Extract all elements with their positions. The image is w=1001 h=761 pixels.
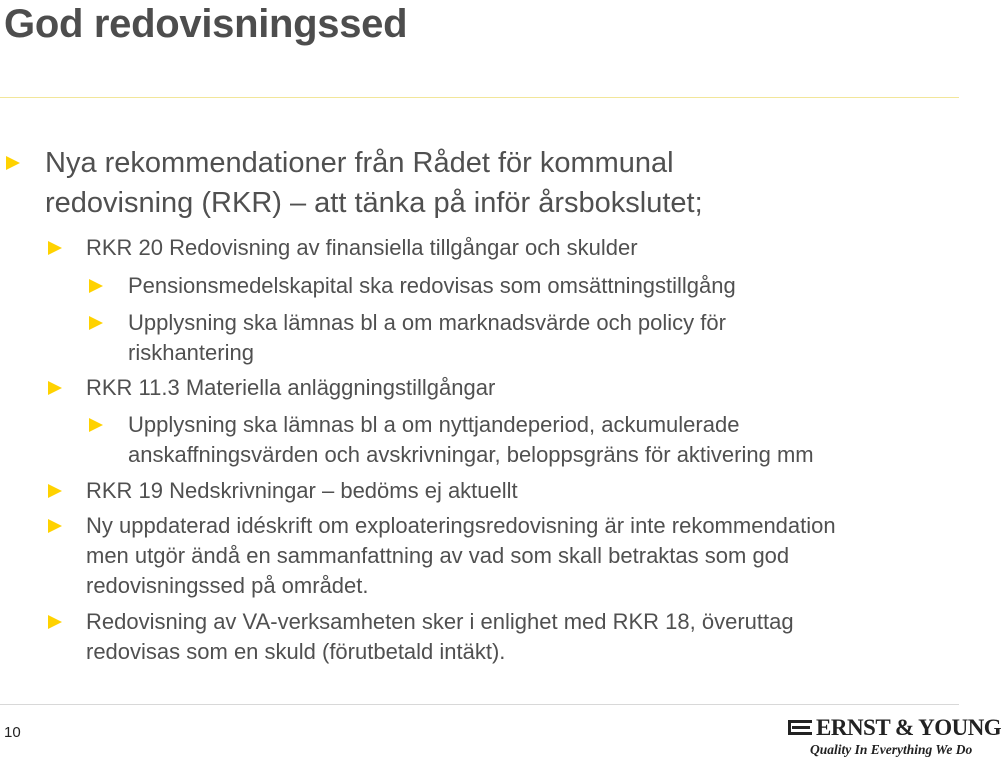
bullet-arrow-icon bbox=[89, 418, 103, 432]
bullet-line: Upplysning ska lämnas bl a om nyttjandeperiod, ackumulerade bbox=[128, 412, 740, 437]
logo-tagline: Quality In Everything We Do bbox=[810, 742, 973, 757]
bullet-arrow-icon bbox=[48, 241, 62, 255]
bullet-line: redovisning (RKR) – att tänka på inför årsbokslutet; bbox=[45, 187, 703, 219]
bullet-line: anskaffningsvärden och avskrivningar, beloppsgräns för aktivering mm bbox=[128, 442, 814, 467]
slide-title: God redovisningssed bbox=[4, 2, 408, 46]
bullet-arrow-icon bbox=[48, 381, 62, 395]
logo-mark-icon bbox=[788, 718, 812, 738]
footer-divider bbox=[0, 704, 959, 705]
bullet-line: riskhantering bbox=[128, 340, 254, 365]
bullet-arrow-icon bbox=[6, 156, 20, 170]
bullet-line: Redovisning av VA-verksamheten sker i enlighet med RKR 18, överuttag bbox=[86, 609, 794, 634]
bullet-arrow-icon bbox=[48, 615, 62, 629]
bullet-item bbox=[45, 143, 703, 223]
bullet-item bbox=[86, 476, 518, 506]
bullet-line: men utgör ändå en sammanfattning av vad som skall betraktas som god bbox=[86, 543, 790, 568]
bullet-item bbox=[86, 233, 638, 263]
bullet-line: redovisas som en skuld (förutbetald intäkt). bbox=[86, 639, 506, 664]
logo-name: ERNST & YOUNG bbox=[816, 715, 1001, 740]
bullet-item bbox=[128, 308, 726, 368]
bullet-arrow-icon bbox=[89, 316, 103, 330]
bullet-item bbox=[128, 410, 814, 470]
bullet-line: Nya rekommendationer från Rådet för kommunal bbox=[45, 147, 674, 179]
bullet-item bbox=[86, 511, 836, 601]
bullet-arrow-icon bbox=[89, 279, 103, 293]
bullet-item bbox=[86, 373, 495, 403]
bullet-arrow-icon bbox=[48, 519, 62, 533]
bullet-line: Upplysning ska lämnas bl a om marknadsvärde och policy för bbox=[128, 310, 726, 335]
bullet-line: Ny uppdaterad idéskrift om exploateringsredovisning är inte rekommendation bbox=[86, 513, 836, 538]
page-number: 10 bbox=[4, 724, 21, 741]
ernst-young-logo bbox=[788, 715, 1001, 759]
bullet-line: redovisningssed på området. bbox=[86, 573, 369, 598]
title-divider bbox=[0, 97, 959, 98]
bullet-line: RKR 20 Redovisning av finansiella tillgångar och skulder bbox=[86, 235, 638, 260]
bullet-item bbox=[128, 271, 736, 301]
bullet-arrow-icon bbox=[48, 484, 62, 498]
bullet-item bbox=[86, 607, 794, 667]
bullet-line: RKR 19 Nedskrivningar – bedöms ej aktuellt bbox=[86, 478, 518, 503]
bullet-line: RKR 11.3 Materiella anläggningstillgångar bbox=[86, 375, 496, 400]
bullet-line: Pensionsmedelskapital ska redovisas som omsättningstillgång bbox=[128, 273, 736, 298]
